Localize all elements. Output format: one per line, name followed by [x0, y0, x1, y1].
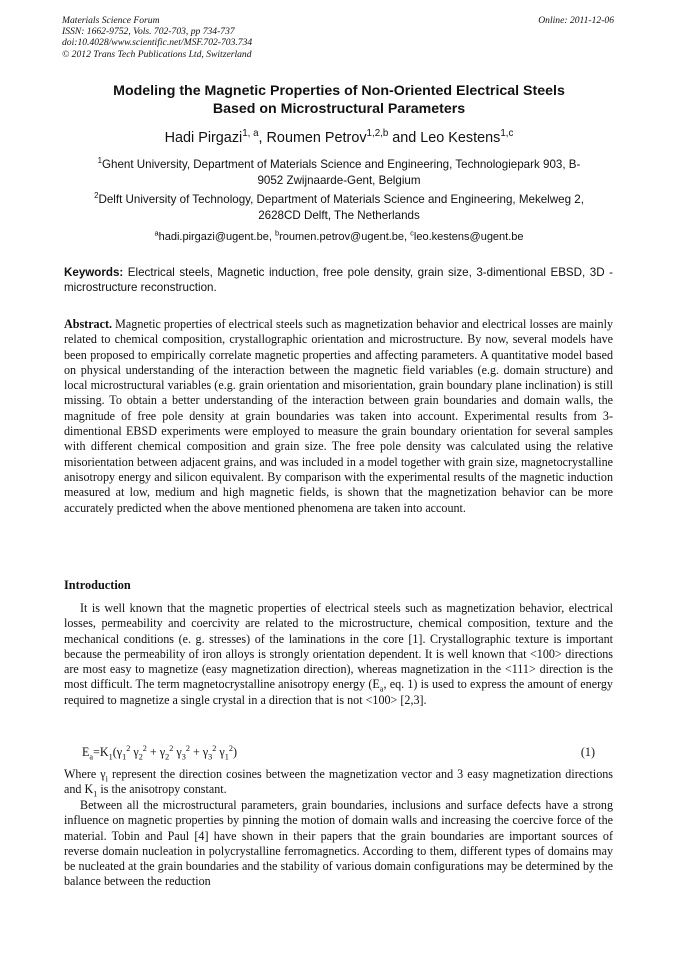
email-sup: a — [154, 228, 159, 238]
affil-sup: 2 — [94, 191, 99, 201]
paragraph-text: It is well known that the magnetic properties of electrical steels such as magnetization behavior, electrical losses, permeability and coercivity are related to the microstructure, chemical composition, texture and the mechanical conditions (e. g. stresses) of the laminations in the core [1]. Crystallographic texture is important because the permeability of iron alloys is strongly orientation dependent. It is well known that <100> directions are most easy to magnetize (easy magnetization direction), whereas magnetization in the <111> direction is the most difficult. The term magnetocrystalline anisotropy energy (E — [64, 601, 613, 692]
email-link[interactable]: roumen.petrov@ugent.be, — [279, 231, 411, 243]
email-sup: c — [410, 228, 414, 238]
eq-part: + γ — [189, 745, 209, 759]
eq-part: 2 — [185, 743, 190, 753]
abstract — [64, 317, 613, 516]
equation-explanation — [64, 767, 613, 798]
eq-part: 1 — [108, 752, 113, 762]
author-name: , Roumen Petrov — [258, 130, 367, 146]
abstract-label: Abstract. — [64, 317, 113, 331]
intro-paragraph-2: Between all the microstructural parameters, grain boundaries, inclusions and surface defects have a strong influence on magnetic properties by pinning the motion of domain walls and increasing the coercive force of the material. Tobin and Paul [4] have shown in their papers that the grain boundaries are important sources of reverse domain nucleation in polycrystalline ferromagnetics. According to them, different types of domains may be nucleated at the grain boundaries and the stability of various domain configurations may be determined by the balance between the reduction — [64, 798, 613, 889]
paragraph-text: represent the direction cosines between the magnetization vector and 3 easy magnetization directions and K — [64, 767, 614, 797]
eq-part: 2 — [169, 743, 174, 753]
keywords — [64, 265, 613, 295]
journal-name: Materials Science Forum — [62, 15, 160, 26]
copyright: © 2012 Trans Tech Publications Ltd, Switzerland — [62, 48, 252, 60]
eq-part: 1 — [224, 752, 229, 762]
eq-part: γ — [173, 745, 182, 759]
eq-part: 2 — [138, 752, 143, 762]
equation-body — [82, 743, 237, 762]
author-emails — [62, 229, 616, 245]
online-date: Online: 2011-12-06 — [538, 15, 614, 26]
journal-header — [62, 15, 252, 60]
eq-part: 2 — [228, 743, 233, 753]
eq-part: ) — [232, 745, 237, 759]
eq-part: + γ — [146, 745, 166, 759]
eq-part: 3 — [208, 752, 213, 762]
author-affil-sup: 1,c — [500, 128, 514, 140]
paragraph-text: is the anisotropy constant. — [97, 782, 227, 797]
affiliation-2-line-2: 2628CD Delft, The Netherlands — [258, 209, 420, 222]
affiliation-1-line-1 — [62, 157, 616, 173]
equation-1 — [82, 745, 595, 760]
keywords-text: Electrical steels, Magnetic induction, free pole density, grain size, 3-dimentional EBSD, 3D -microstructure reconstruction. — [64, 266, 613, 294]
subscript: a — [379, 684, 384, 694]
paper-title — [70, 82, 608, 118]
author-name: Hadi Pirgazi — [164, 130, 243, 146]
paragraph-text: , eq. 1) is used to express the amount of energy required to magnetize a single crystal in a direction that is not <100> [2,3]. — [64, 677, 613, 707]
paragraph-text: Where γ — [64, 767, 106, 781]
section-heading-introduction: Introduction — [64, 578, 131, 592]
email-link[interactable]: hadi.pirgazi@ugent.be, — [158, 231, 275, 243]
affil-text: Delft University of Technology, Department of Materials Science and Engineering, Mekelweg 2, — [98, 193, 584, 206]
eq-part: 2 — [212, 743, 217, 753]
affil-text: Ghent University, Department of Materials Science and Engineering, Technologiepark 903, B- — [101, 158, 581, 171]
issn: ISSN: 1662-9752, Vols. 702-703, pp 734-737 — [62, 26, 235, 38]
affiliation-2 — [62, 192, 616, 224]
intro-paragraph-1 — [64, 601, 613, 708]
eq-part: =K — [93, 745, 109, 759]
email-link[interactable]: leo.kestens@ugent.be — [413, 231, 524, 243]
abstract-text: Magnetic properties of electrical steels such as magnetization behavior and electrical losses are mainly related to chemical composition, crystallographic orientation and microstructure. By now, several models have been proposed to empirically correlate magnetic properties and affecting parameters. A quantitative model based on physical understanding of the interaction between the magnetic field variables (e.g. domain structure) and local microstructural variables (e.g. grain orientation and misorientation, grain boundary plane inclination) is still missing. To obtain a better understanding of the interaction between grain boundaries and domain walls, the magnitude of free pole density at grain boundaries was taken into account. Experimental results from 3-dimentional EBSD experiments were employed to measure the grain boundary orientation for several samples with different chemical composition and grain size. The free pole density was calculated using the relative misorientation between adjacent grains, and was included in a model together with grain size, magnetocrystalline anisotropy energy and silicon equivalent. By comparison with the experimental results of the magnetic induction measured at low, medium and high magnetic fields, is shown that the magnetization behavior can be more accurately predicted when the above mentioned phenomena are taken into account. — [64, 317, 613, 515]
eq-part: 2 — [165, 752, 170, 762]
subscript: i — [105, 774, 108, 784]
affiliation-1-line-2: 9052 Zwijnaarde-Gent, Belgium — [257, 174, 421, 187]
affil-sup: 1 — [97, 156, 102, 166]
eq-part: 2 — [126, 743, 131, 753]
author-affil-sup: 1, a — [242, 128, 259, 140]
eq-part: γ — [130, 745, 139, 759]
affiliation-1 — [62, 157, 616, 189]
equation-number: (1) — [580, 745, 595, 759]
author-list — [60, 129, 618, 147]
eq-part: 2 — [142, 743, 147, 753]
affiliation-2-line-1 — [62, 192, 616, 208]
eq-part: 3 — [181, 752, 186, 762]
eq-part: γ — [216, 745, 225, 759]
eq-part: (γ — [112, 745, 123, 759]
title-line-2: Based on Microstructural Parameters — [212, 101, 466, 117]
subscript: 1 — [93, 789, 98, 799]
eq-part: E — [82, 745, 90, 759]
keywords-label: Keywords: — [64, 266, 124, 279]
email-sup: b — [274, 228, 280, 238]
author-name: and Leo Kestens — [388, 130, 501, 146]
eq-part: 1 — [122, 752, 127, 762]
author-affil-sup: 1,2,b — [366, 128, 389, 140]
title-line-1: Modeling the Magnetic Properties of Non-Oriented Electrical Steels — [113, 83, 565, 99]
doi: doi:10.4028/www.scientific.net/MSF.702-703.734 — [62, 37, 253, 49]
eq-part: a — [89, 752, 94, 762]
